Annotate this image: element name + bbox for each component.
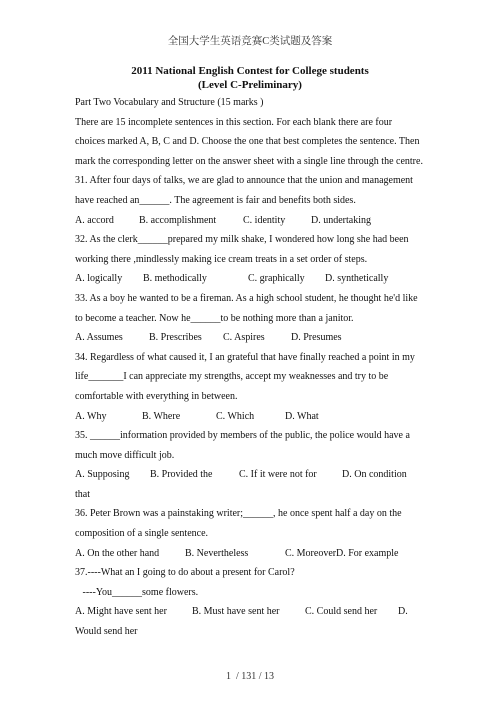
option-b: B. Must have sent her — [192, 606, 280, 618]
question-text: 31. After four days of talks, we are glad to announce that the union and management — [75, 175, 413, 187]
options-row — [75, 407, 435, 427]
option-a: A. Why — [75, 410, 107, 422]
option-d: D. undertaking — [311, 214, 371, 226]
question-text: life_______I can appreciate my strengths, accept my weaknesses and try to be — [75, 371, 389, 383]
question-37 — [75, 563, 435, 641]
option-c: C. Moreover — [285, 547, 337, 559]
question-32 — [75, 230, 435, 289]
page-header: 全国大学生英语竞赛C类试题及答案 — [167, 36, 333, 47]
question-34 — [75, 348, 435, 426]
question-text: ----You______some flowers. — [75, 586, 199, 598]
question-text: 35. ______information provided by members of the public, the police would have a — [75, 430, 410, 442]
document-body — [75, 93, 435, 642]
option-c: C. Could send her — [305, 606, 378, 618]
option-b: B. Provided the — [150, 469, 213, 481]
question-text: have reached an______. The agreement is fair and benefits both sides. — [75, 194, 356, 206]
option-c: C. identity — [243, 214, 286, 226]
question-text: to become a teacher. Now he______to be nothing more than a janitor. — [75, 312, 354, 324]
question-text: 37.----What an I going to do about a present for Carol? — [75, 567, 295, 579]
instruction-line: choices marked A, B, C and D. Choose the one that best completes the sentence. Then — [75, 136, 420, 148]
options-row — [75, 269, 435, 289]
question-text: composition of a single sentence. — [75, 528, 209, 540]
option-a: A. logically — [75, 273, 123, 285]
option-a: A. accord — [75, 214, 114, 226]
option-c: C. Which — [216, 410, 255, 422]
option-d: D. On condition — [342, 469, 407, 481]
option-c: C. If it were not for — [239, 469, 317, 481]
question-33 — [75, 289, 435, 348]
options-row — [75, 211, 435, 231]
question-text: 33. As a boy he wanted to be a fireman. As a high school student, he thought he'd like — [75, 292, 418, 304]
option-b: B. accomplishment — [139, 214, 217, 226]
question-text: comfortable with everything in between. — [75, 390, 238, 402]
title-line-2: (Level C-Preliminary) — [198, 79, 302, 91]
options-row — [75, 544, 435, 564]
option-a: A. Might have sent her — [75, 606, 167, 618]
question-text: much move difficult job. — [75, 449, 175, 461]
question-text: 34. Regardless of what caused it, I an grateful that have finally reached a point in my — [75, 351, 415, 363]
option-d-continuation: Would send her — [75, 626, 138, 638]
options-row — [75, 328, 435, 348]
page-footer: 1 / 131 / 13 — [225, 671, 275, 682]
question-text: 32. As the clerk______prepared my milk shake, I wondered how long she had been — [75, 234, 409, 246]
option-a: A. On the other hand — [75, 547, 160, 559]
part-heading: Part Two Vocabulary and Structure (15 marks ) — [75, 97, 264, 108]
instruction-line: mark the corresponding letter on the answer sheet with a single line through the centre. — [75, 155, 423, 167]
option-a: A. Supposing — [75, 469, 130, 481]
question-36 — [75, 504, 435, 563]
question-text: working there ,mindlessly making ice cream treats in a set order of steps. — [75, 253, 368, 265]
instruction-line: There are 15 incomplete sentences in this section. For each blank there are four — [75, 116, 393, 128]
option-b: B. Where — [142, 410, 181, 422]
option-d: D. Presumes — [291, 332, 342, 344]
option-d-continuation: that — [75, 488, 90, 500]
options-row — [75, 465, 435, 485]
option-b: B. Nevertheless — [185, 547, 249, 559]
option-a: A. Assumes — [75, 332, 123, 344]
option-d: D. For example — [336, 547, 399, 559]
question-31 — [75, 171, 435, 230]
title-line-1: 2011 National English Contest for College students — [131, 65, 369, 77]
option-b: B. Prescribes — [149, 332, 202, 344]
option-c: C. Aspires — [223, 332, 265, 344]
options-row — [75, 602, 435, 622]
option-d: D. What — [285, 410, 319, 422]
question-text: 36. Peter Brown was a painstaking writer;______, he once spent half a day on the — [75, 508, 402, 520]
question-35 — [75, 426, 435, 504]
document-title — [0, 64, 500, 92]
option-d: D. — [398, 606, 408, 618]
option-d: D. synthetically — [325, 273, 389, 285]
option-c: C. graphically — [248, 273, 305, 285]
option-b: B. methodically — [143, 273, 207, 285]
